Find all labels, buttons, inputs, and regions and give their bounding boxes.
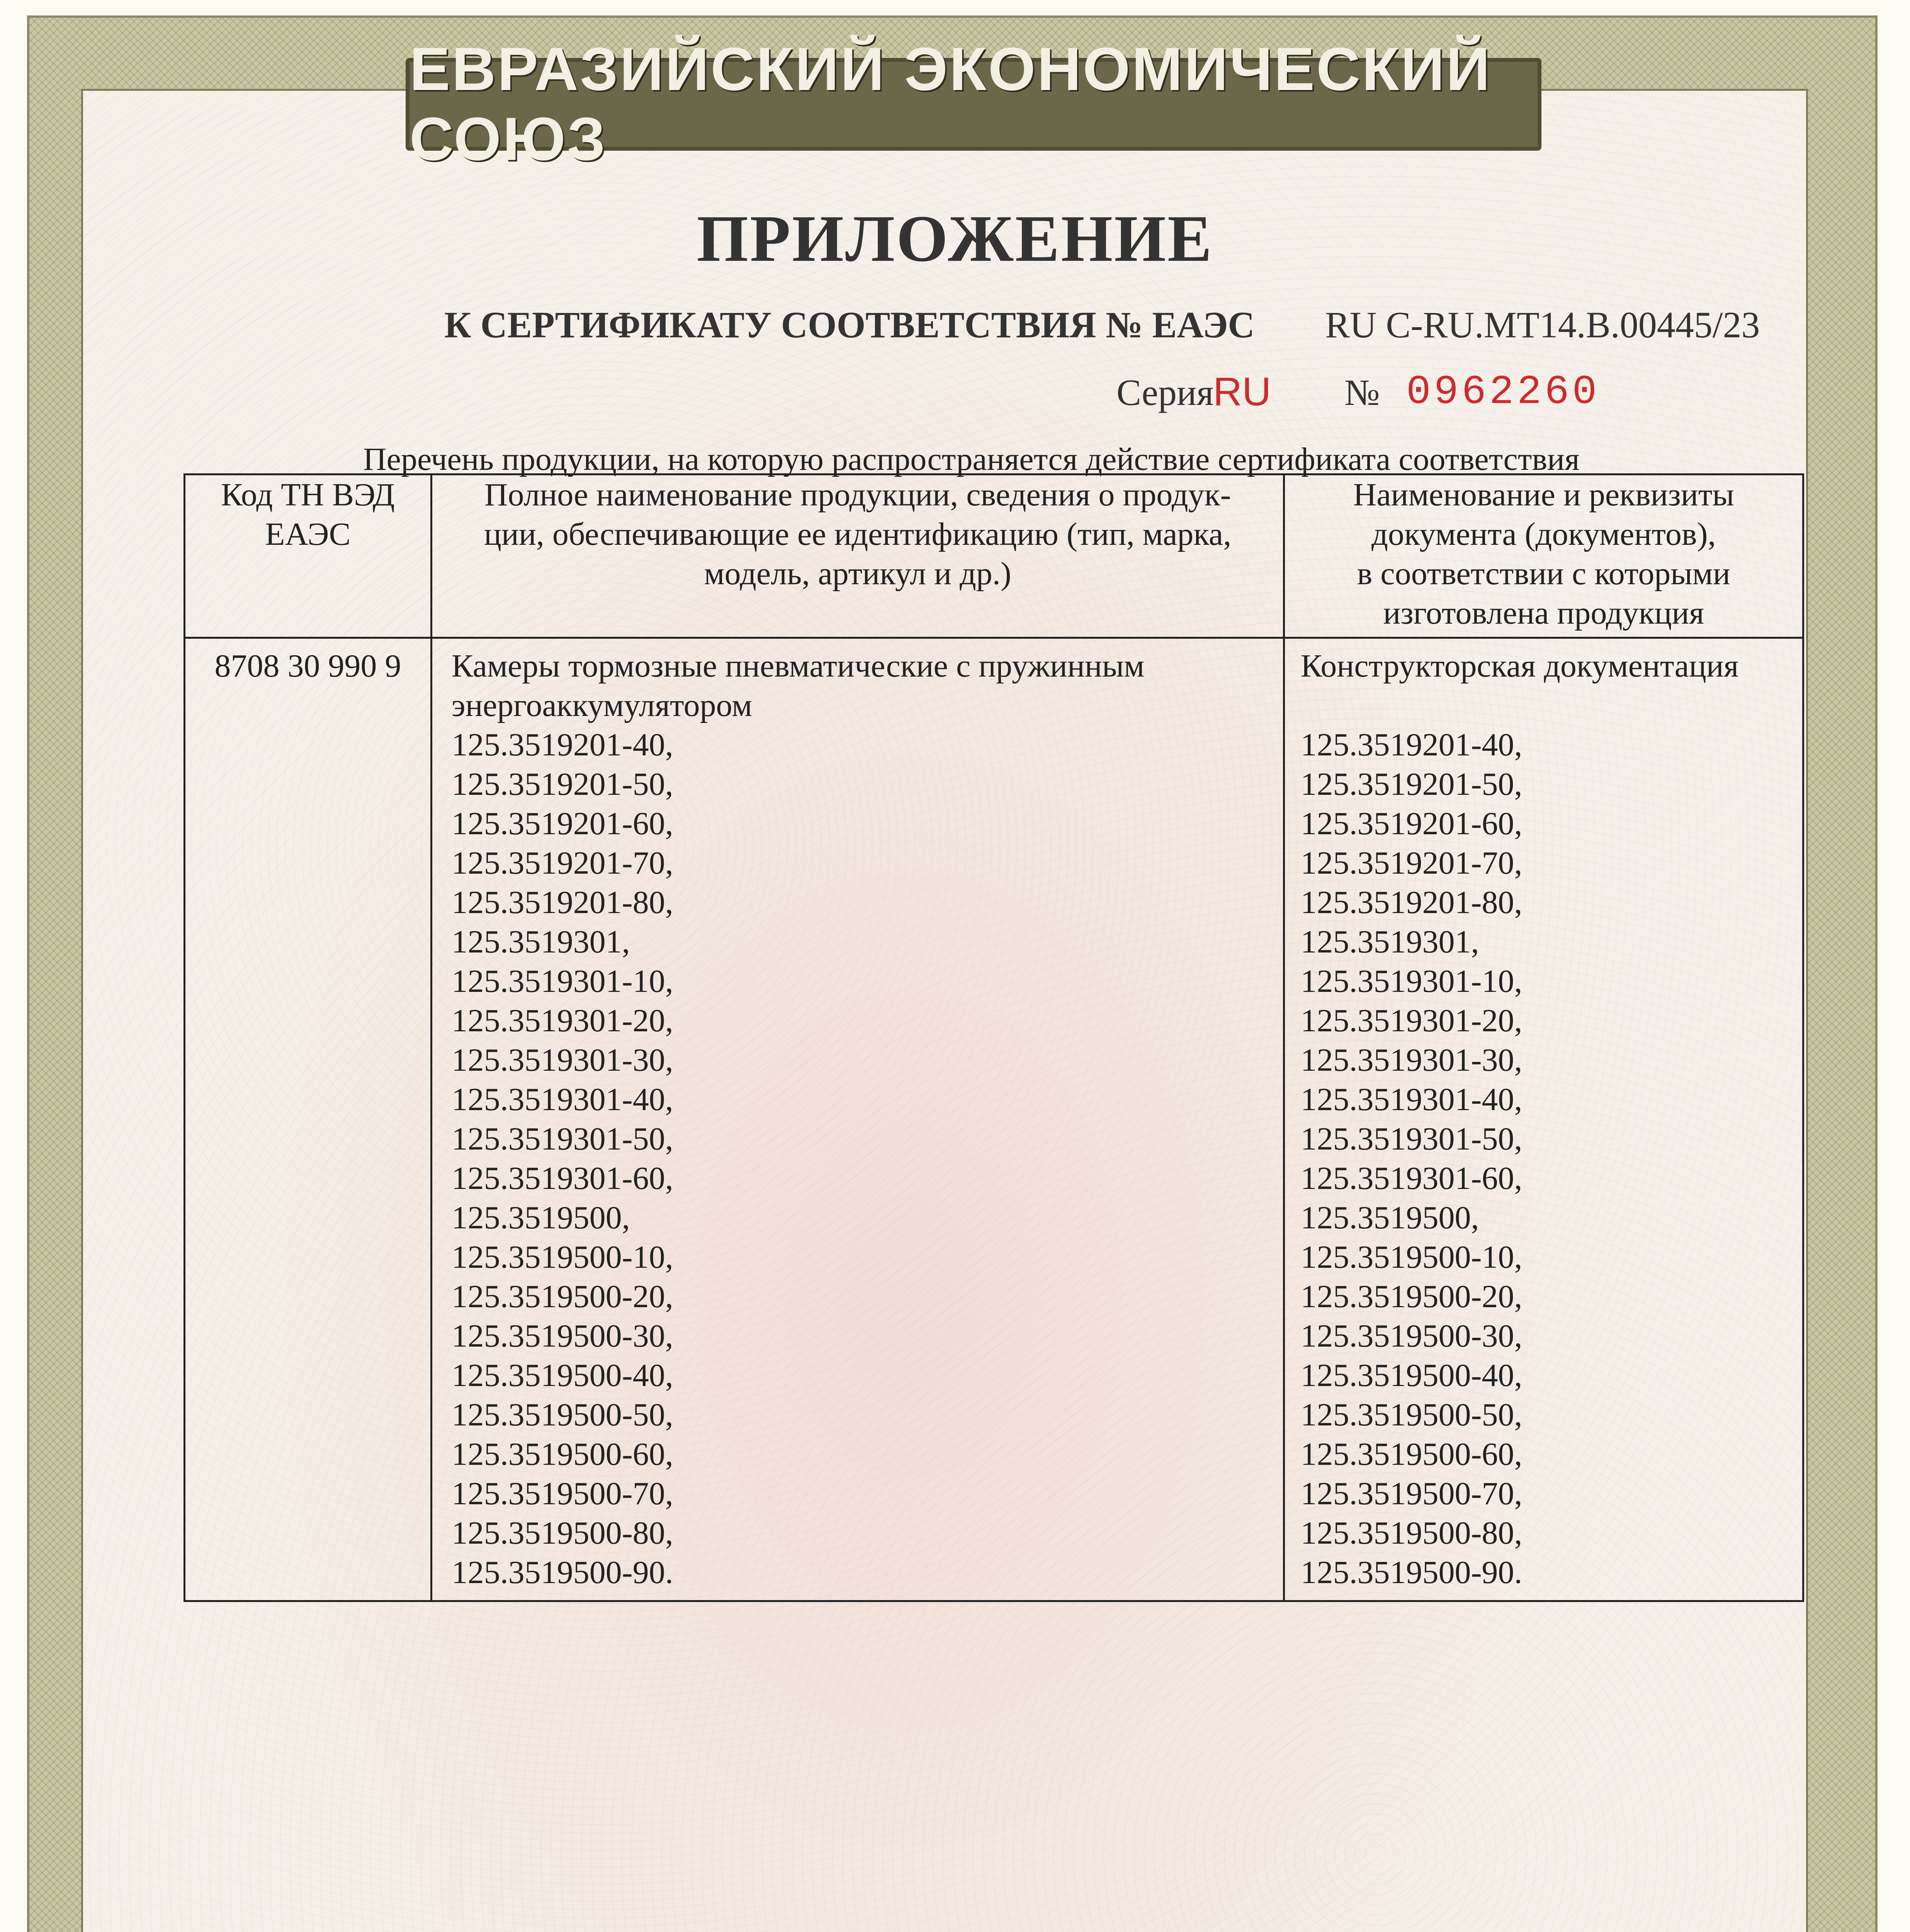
list-item: 125.3519301-60, [1300,1160,1523,1196]
list-item: 125.3519201-50, [1300,766,1523,802]
list-item: 125.3519301-60, [451,1160,673,1196]
list-item: 125.3519500, [1300,1200,1479,1236]
document-models-list [1300,725,1791,1592]
certificate-number: RU С-RU.МТ14.В.00445/23 [1325,304,1760,345]
header-product: Полное наименование продукции, сведения о продук- ции, обеспечивающие ее идентификацию (тип, марка, модель, артикул и др.) [431,474,1284,638]
table-row [185,638,1803,1601]
list-item: 125.3519500-30, [451,1318,673,1354]
list-item: 125.3519301-50, [451,1121,673,1157]
union-banner: ЕВРАЗИЙСКИЙ ЭКОНОМИЧЕСКИЙ СОЮЗ [406,58,1541,151]
list-item: 125.3519500-60, [451,1436,673,1472]
series-label: Серия [1116,372,1214,413]
list-item: 125.3519201-40, [451,727,673,763]
product-cell [431,638,1284,1601]
list-caption: Перечень продукции, на которую распространяется действие сертификата соответствия [363,441,1580,477]
list-item: 125.3519500-30, [1300,1318,1523,1354]
product-title: энергоаккумулятором [451,687,753,723]
list-item: 125.3519201-40, [1300,727,1523,763]
list-item: 125.3519201-50, [451,766,673,802]
list-item: 125.3519500-50, [451,1397,673,1433]
list-item: 125.3519301, [1300,924,1479,960]
table-header-row [185,474,1803,638]
list-item: 125.3519301-20, [451,1003,673,1039]
list-item: 125.3519201-70, [1300,845,1523,881]
list-item: 125.3519500-20, [451,1279,673,1315]
list-item: 125.3519301-10, [1300,963,1523,999]
list-item: 125.3519201-60, [451,806,673,842]
list-item: 125.3519301-10, [451,963,673,999]
header-code: Код ТН ВЭД ЕАЭС [185,474,432,638]
list-item: 125.3519301-30, [1300,1042,1523,1078]
list-item: 125.3519500, [451,1200,630,1236]
list-item: 125.3519500-80, [451,1515,673,1551]
certificate-label: К СЕРТИФИКАТУ СООТВЕТСТВИЯ № ЕАЭС [444,304,1255,345]
series-value: RU [1213,369,1271,414]
page-title: ПРИЛОЖЕНИЕ [697,202,1213,276]
list-item: 125.3519201-80, [1300,884,1523,920]
list-item: 125.3519500-80, [1300,1515,1523,1551]
list-item: 125.3519500-20, [1300,1279,1523,1315]
list-item: 125.3519500-90. [1300,1554,1523,1590]
list-item: 125.3519301-40, [451,1082,673,1117]
list-item: 125.3519301-50, [1300,1121,1523,1157]
list-item: 125.3519301-40, [1300,1082,1523,1117]
list-item: 125.3519500-70, [451,1476,673,1512]
list-item: 125.3519500-40, [1300,1357,1523,1393]
form-number: 0962260 [1406,369,1600,415]
hs-code: 8708 30 990 9 [185,638,432,1601]
list-item: 125.3519201-70, [451,845,673,881]
list-item: 125.3519201-60, [1300,806,1523,842]
list-item: 125.3519500-60, [1300,1436,1523,1472]
list-item: 125.3519201-80, [451,884,673,920]
list-item: 125.3519500-90. [451,1554,673,1590]
document-title: Конструкторская документация [1300,648,1739,684]
list-item: 125.3519301-30, [451,1042,673,1078]
list-item: 125.3519301, [451,924,630,960]
list-item: 125.3519500-10, [451,1239,673,1275]
list-item: 125.3519301-20, [1300,1003,1523,1039]
document-cell [1284,638,1803,1601]
products-table [184,473,1804,1602]
product-title: Камеры тормозные пневматические с пружинным [451,648,1145,684]
header-document: Наименование и реквизиты документа (документов), в соответствии с которыми изготовлена продукция [1284,474,1803,638]
list-item: 125.3519500-10, [1300,1239,1523,1275]
models-list [452,725,1272,1592]
list-item: 125.3519500-50, [1300,1397,1523,1433]
number-label: № [1344,372,1380,413]
list-item: 125.3519500-70, [1300,1476,1523,1512]
list-item: 125.3519500-40, [451,1357,673,1393]
